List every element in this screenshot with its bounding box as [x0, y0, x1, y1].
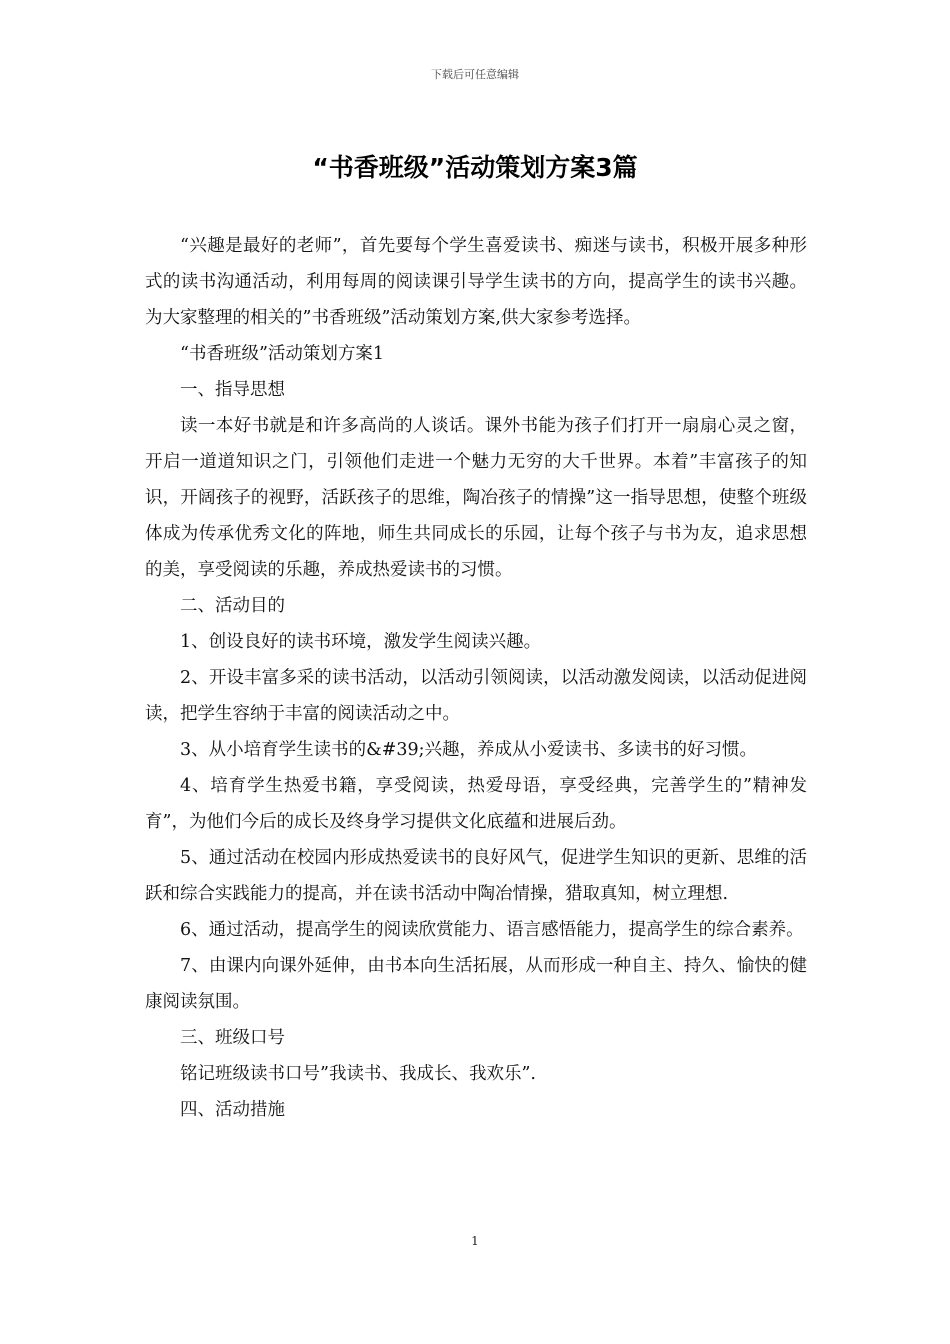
- list-item-purpose-6: 6、通过活动，提高学生的阅读欣赏能力、语言感悟能力，提高学生的综合素养。: [180, 920, 804, 940]
- paragraph-guiding-thought: 读一本好书就是和许多高尚的人谈话。课外书能为孩子们打开一扇扇心灵之窗，开启一道道知识之门，引领他们走进一个魅力无穷的大千世界。本着”丰富孩子的知识，开阔孩子的视野，活跃孩子的思维，陶冶孩子的情操”这一指导思想，使整个班级体成为传承优秀文化的阵地，师生共同成长的乐园，让每个孩子与书为友，追求思想的美，享受阅读的乐趣，养成热爱读书的习惯。: [145, 416, 807, 580]
- document-title: “书香班级”活动策划方案3篇: [312, 153, 638, 182]
- list-item-purpose-4: 4、培育学生热爱书籍，享受阅读，热爱母语，享受经典，完善学生的”精神发育”，为他们今后的成长及终身学习提供文化底蕴和进展后劲。: [145, 776, 807, 832]
- list-item-purpose-2: 2、开设丰富多采的读书活动，以活动引领阅读，以活动激发阅读，以活动促进阅读，把学生容纳于丰富的阅读活动之中。: [145, 668, 807, 724]
- list-item-purpose-3: 3、从小培育学生读书的&#39;兴趣，养成从小爱读书、多读书的好习惯。: [180, 740, 758, 760]
- section-heading-activity-purpose: 二、活动目的: [180, 596, 285, 616]
- page-number: 1: [471, 1234, 479, 1248]
- list-item-purpose-1: 1、创设良好的读书环境，激发学生阅读兴趣。: [180, 632, 542, 652]
- page-header-note: 下载后可任意编辑: [431, 68, 519, 81]
- section-heading-plan-1: “书香班级”活动策划方案1: [180, 344, 385, 364]
- paragraph-intro: “兴趣是最好的老师”，首先要每个学生喜爱读书、痴迷与读书，积极开展多种形式的读书沟通活动，利用每周的阅读课引导学生读书的方向，提高学生的读书兴趣。为大家整理的相关的”书香班级”活动策划方案,供大家参考选择。: [145, 236, 807, 328]
- list-item-purpose-5: 5、通过活动在校园内形成热爱读书的良好风气，促进学生知识的更新、思维的活跃和综合实践能力的提高，并在读书活动中陶冶情操，猎取真知，树立理想.: [145, 848, 807, 904]
- section-heading-class-slogan: 三、班级口号: [180, 1028, 285, 1048]
- section-heading-activity-measures: 四、活动措施: [180, 1100, 285, 1120]
- paragraph-class-slogan: 铭记班级读书口号”我读书、我成长、我欢乐”.: [180, 1064, 536, 1084]
- section-heading-guiding-thought: 一、指导思想: [180, 380, 285, 400]
- list-item-purpose-7: 7、由课内向课外延伸，由书本向生活拓展，从而形成一种自主、持久、愉快的健康阅读氛围。: [145, 956, 807, 1012]
- document-body: [145, 228, 807, 1128]
